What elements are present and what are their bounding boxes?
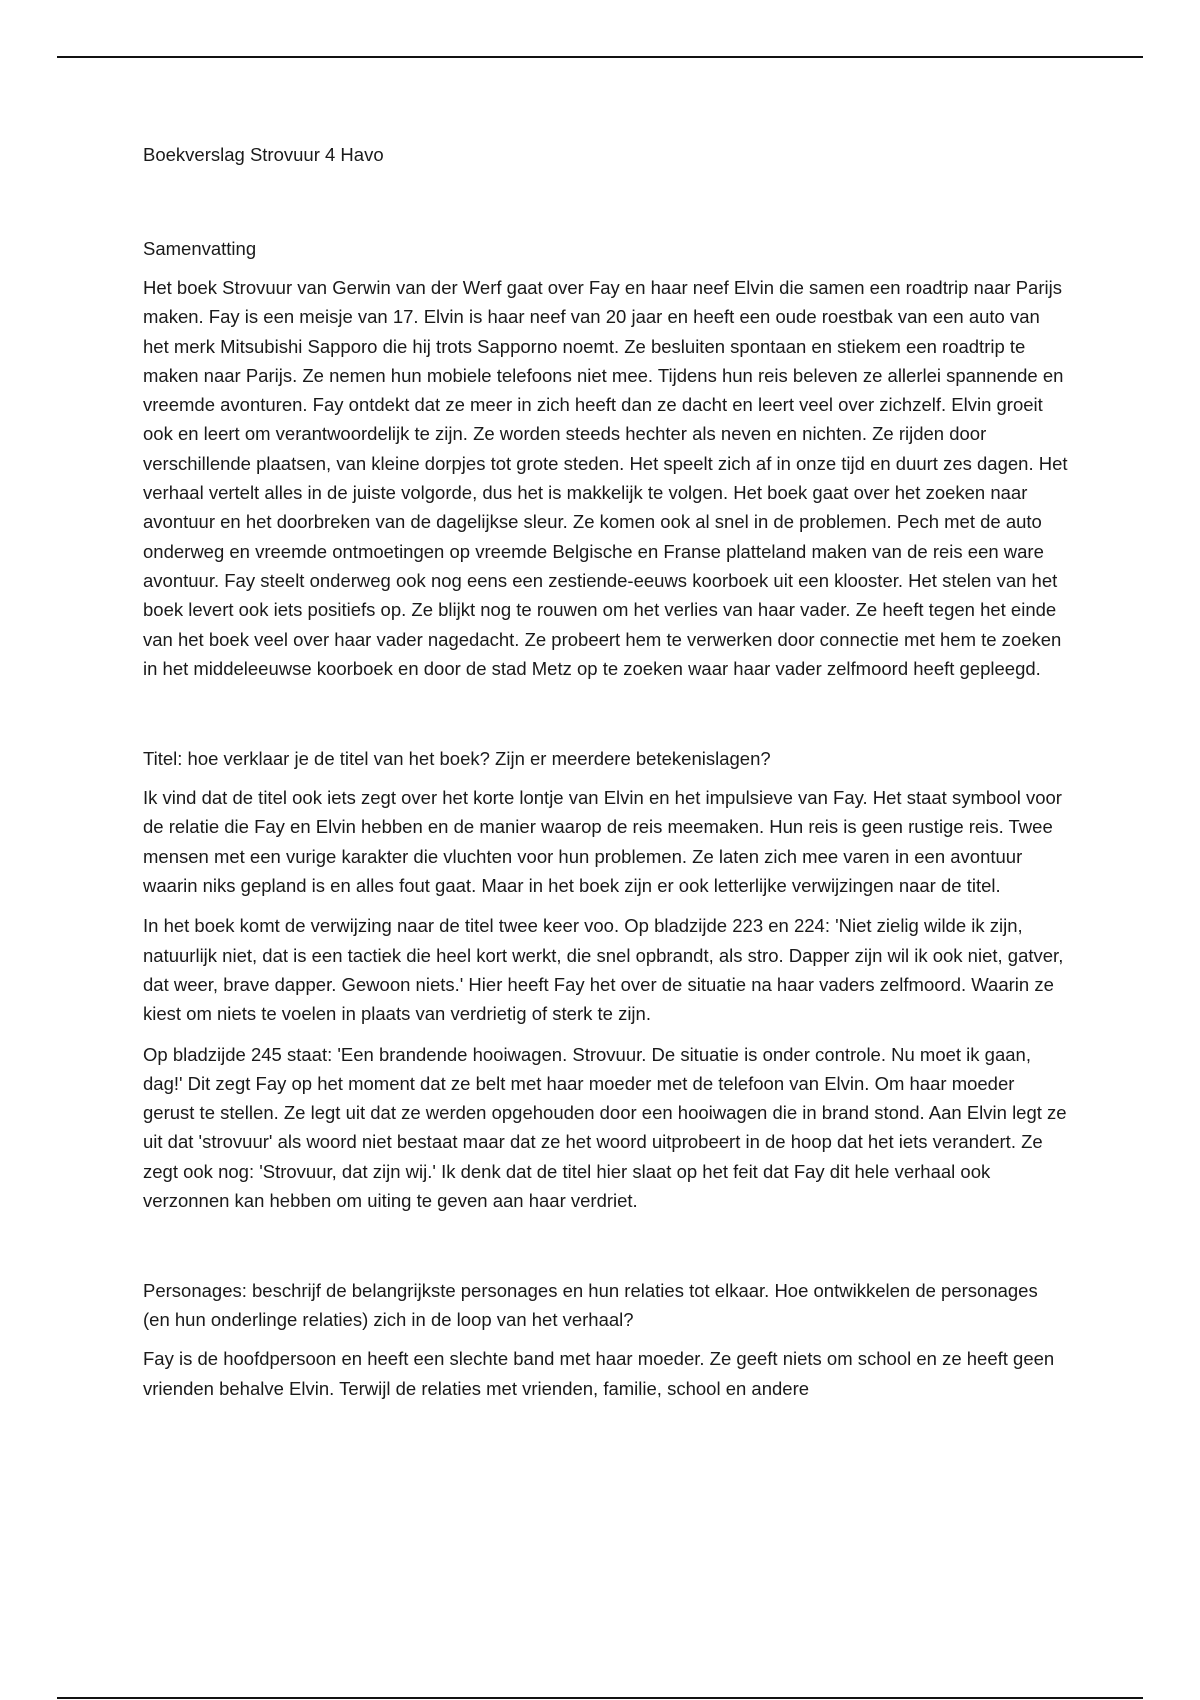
paragraph: Op bladzijde 245 staat: 'Een brandende hooiwagen. Strovuur. De situatie is onder controle. Nu moet ik gaan, dag!' Dit zegt Fay op het moment dat ze belt met haar moeder met de telefoon van Elvin. Om haar moeder gerust te stellen. Ze legt uit dat ze werden opgehouden door een hooiwagen die in brand stond. Aan Elvin legt ze uit dat 'strovuur' als woord niet bestaat maar dat ze het woord uitprobeert in de hoop dat het iets verandert. Ze zegt ook nog: 'Strovuur, dat zijn wij.' Ik denk dat de titel hier slaat op het feit dat Fay dit hele verhaal ook verzonnen kan hebben om uiting te geven aan haar verdriet. [143, 1043, 1067, 1212]
section-heading: Samenvatting [143, 238, 257, 259]
paragraph: Het boek Strovuur van Gerwin van der Werf gaat over Fay en haar neef Elvin die samen een roadtrip naar Parijs maken. Fay is een meisje van 17. Elvin is haar neef van 20 jaar en heeft een oude roestbak van een auto van het merk Mitsubishi Sapporo die hij trots Sapporno noemt. Ze besluiten spontaan en stiekem een roadtrip te maken naar Parijs. Ze nemen hun mobiele telefoons niet mee. Tijdens hun reis beleven ze allerlei spannende en vreemde avonturen. Fay ontdekt dat ze meer in zich heeft dan ze dacht en leert veel over zichzelf. Elvin groeit ook en leert om verantwoordelijk te zijn. Ze worden steeds hechter als neven en nichten. Ze rijden door verschillende plaatsen, van kleine dorpjes tot grote steden. Het speelt zich af in onze tijd en duurt zes dagen. Het verhaal vertelt alles in de juiste volgorde, dus het is makkelijk te volgen. Het boek gaat over het zoeken naar avontuur en het doorbreken van de dagelijkse sleur. Ze komen ook al snel in de problemen. Pech met de auto onderweg en vreemde ontmoetingen op vreemde Belgische en Franse platteland maken van de reis een ware avontuur. Fay steelt onderweg ook nog eens een zestiende-eeuws koorboek uit een klooster. Het stelen van het boek levert ook iets positiefs op. Ze blijkt nog te rouwen om het verlies van haar vader. Ze heeft tegen het einde van het boek veel over haar vader nagedacht. Ze probeert hem te verwerken door connectie met hem te zoeken in het middeleeuwse koorboek en door de stad Metz op te zoeken waar haar vader zelfmoord heeft gepleegd. [143, 277, 1068, 679]
section-titel [143, 744, 1068, 1215]
section-heading: Titel: hoe verklaar je de titel van het boek? Zijn er meerdere betekenislagen? [143, 748, 771, 770]
document-title: Boekverslag Strovuur 4 Havo [143, 144, 384, 165]
paragraph: In het boek komt de verwijzing naar de titel twee keer voo. Op bladzijde 223 en 224: 'Niet zielig wilde ik zijn, natuurlijk niet, dat is een tactiek die heel kort werkt, die snel opbrandt, als stro. Dapper zijn wil ik ook niet, gatver, dat weer, brave dapper. Gewoon niets.' Hier heeft Fay het over de situatie na haar vaders zelfmoord. Waarin ze kiest om niets te voelen in plaats van verdrietig of sterk te zijn. [143, 915, 1064, 1025]
top-horizontal-rule [57, 56, 1143, 58]
document-page [143, 140, 1068, 1403]
section-heading: Personages: beschrijf de belangrijkste personages en hun relaties tot elkaar. Hoe ontwikkelen de personages (en hun onderlinge relaties) zich in de loop van het verhaal? [143, 1280, 1038, 1331]
section-samenvatting [143, 234, 1068, 683]
paragraph: Fay is de hoofdpersoon en heeft een slechte band met haar moeder. Ze geeft niets om school en ze heeft geen vrienden behalve Elvin. Terwijl de relaties met vrienden, familie, school en andere [143, 1348, 1055, 1399]
bottom-horizontal-rule [57, 1697, 1143, 1699]
section-personages [143, 1276, 1068, 1403]
paragraph: Ik vind dat de titel ook iets zegt over het korte lontje van Elvin en het impulsieve van Fay. Het staat symbool voor de relatie die Fay en Elvin hebben en de manier waarop de reis meemaken. Hun reis is geen rustige reis. Twee mensen met een vurige karakter die vluchten voor hun problemen. Ze laten zich mee varen in een avontuur waarin niks gepland is en alles fout gaat. Maar in het boek zijn er ook letterlijke verwijzingen naar de titel. [143, 787, 1062, 897]
